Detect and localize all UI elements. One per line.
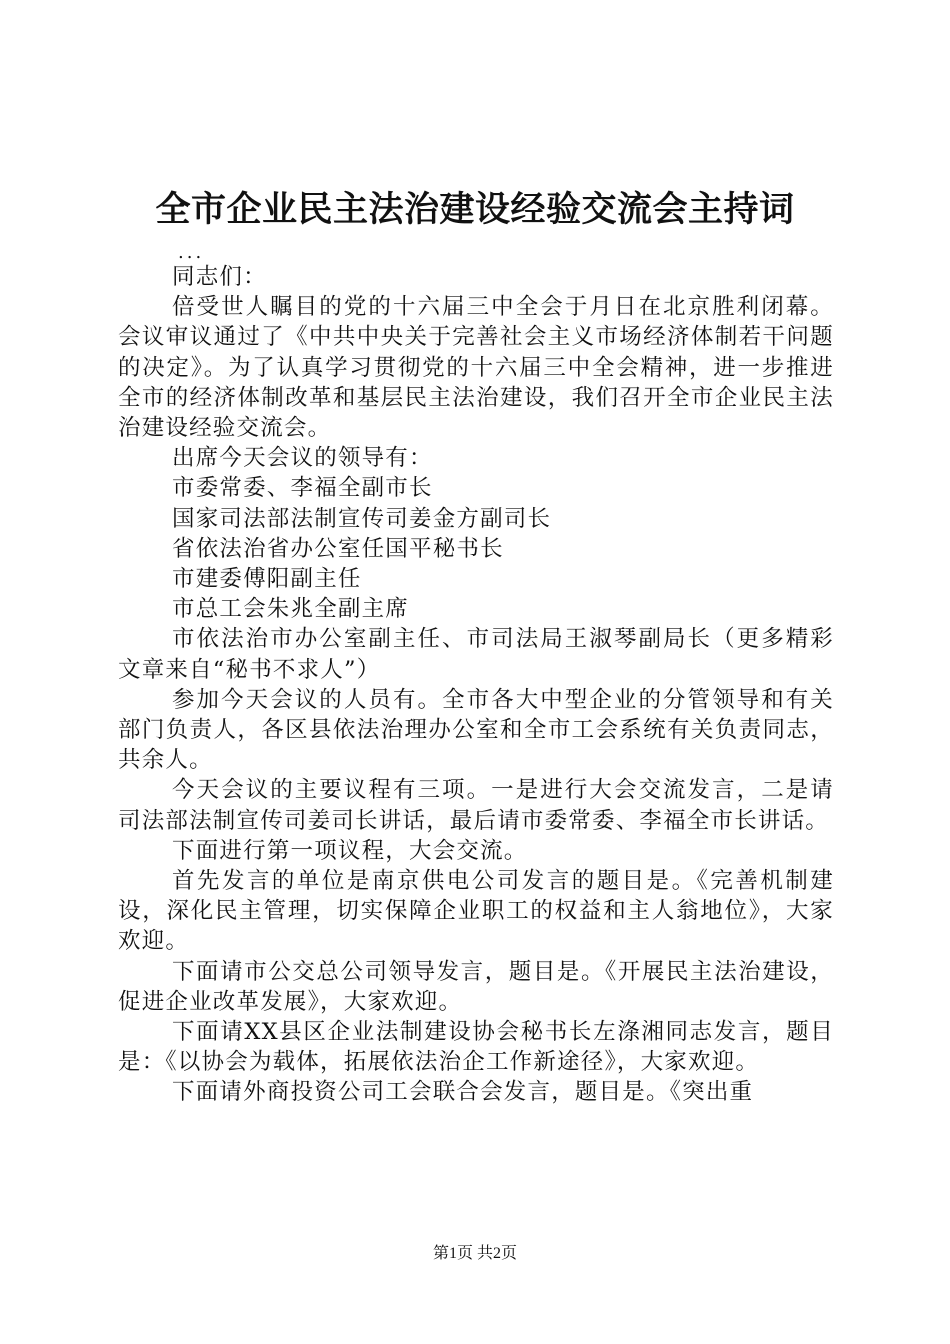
- document-title: 全市企业民主法治建设经验交流会主持词: [155, 190, 795, 230]
- paragraph-leader: 省依法治省办公室任国平秘书长: [172, 535, 504, 562]
- paragraph-speech: 首先发言的单位是南京供电公司发言的题目是。《完善机制建设，深化民主管理，切实保障企业职工的权益和主人翁地位》，大家欢迎。: [118, 868, 834, 955]
- paragraph-speech: 下面请XX县区企业法制建设协会秘书长左涤湘同志发言，题目是：《以协会为载体，拓展依法治企工作新途径》，大家欢迎。: [118, 1019, 834, 1076]
- paragraph-leader: 国家司法部法制宣传司姜金方副司长: [172, 505, 552, 532]
- paragraph-leader: 市总工会朱兆全副主席: [172, 596, 410, 623]
- paragraph-leader: 市委常委、李福全副市长: [172, 475, 433, 502]
- page-number-footer: 第1页 共2页: [432, 1245, 517, 1262]
- paragraph-first-item: 下面进行第一项议程，大会交流。: [172, 837, 528, 864]
- paragraph-leader: 市依法治市办公室副主任、市司法局王淑琴副局长（更多精彩文章来自“秘书不求人”）: [118, 626, 834, 683]
- paragraph-leader: 市建委傅阳副主任: [172, 566, 362, 593]
- paragraph-speech: 下面请外商投资公司工会联合会发言，题目是。《突出重: [172, 1079, 754, 1106]
- paragraph-speech: 下面请市公交总公司领导发言，题目是。《开展民主法治建设，促进企业改革发展》，大家欢迎。: [118, 958, 834, 1015]
- paragraph-attendees: 参加今天会议的人员有。全市各大中型企业的分管领导和有关部门负责人，各区县依法治理办公室和全市工会系统有关负责同志，共余人。: [118, 686, 834, 774]
- paragraph-opening: 倍受世人瞩目的党的十六届三中全会于月日在北京胜利闭幕。会议审议通过了《中共中央关于完善社会主义市场经济体制若干问题的决定》。为了认真学习贯彻党的十六届三中全会精神，进一步推进全市的经济体制改革和基层民主法治建设，我们召开全市企业民主法治建设经验交流会。: [118, 294, 834, 442]
- paragraph-agenda: 今天会议的主要议程有三项。一是进行大会交流发言，二是请司法部法制宣传司姜司长讲话，最后请市委常委、李福全市长讲话。: [118, 777, 834, 834]
- ellipsis-mark: ...: [178, 242, 205, 263]
- paragraph-salutation: 同志们：: [172, 264, 267, 290]
- document-body: [118, 262, 834, 1108]
- paragraph-leaders-intro: 出席今天会议的领导有：: [172, 445, 433, 472]
